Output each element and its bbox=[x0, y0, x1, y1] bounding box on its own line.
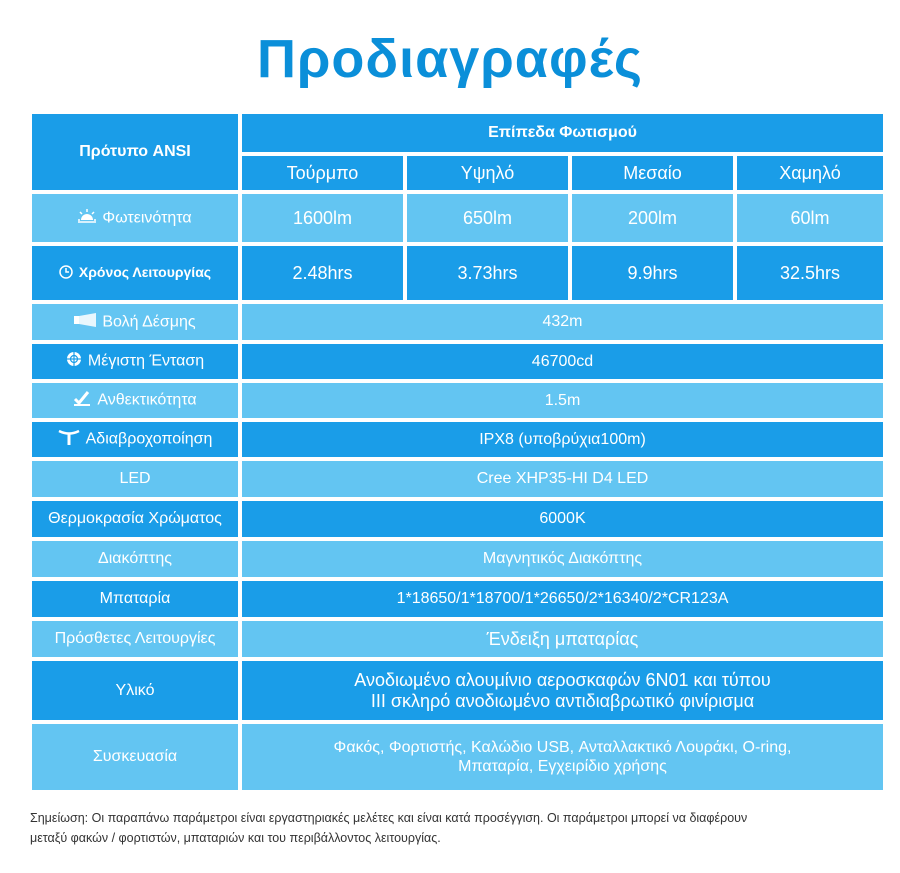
intensity-label: Μέγιστη Ένταση bbox=[32, 344, 238, 379]
page-title: Προδιαγραφές bbox=[256, 29, 644, 89]
intensity-icon bbox=[66, 351, 82, 372]
runtime-high: 3.73hrs bbox=[407, 246, 568, 300]
brightness-turbo: 1600lm bbox=[242, 194, 403, 242]
sun-icon bbox=[78, 209, 96, 228]
level-high: Υψηλό bbox=[407, 156, 568, 190]
impact-label: Ανθεκτικότητα bbox=[32, 383, 238, 418]
beam-icon bbox=[74, 313, 96, 332]
material-label: Υλικό bbox=[32, 661, 238, 720]
spec-table bbox=[28, 110, 887, 794]
brightness-high: 650lm bbox=[407, 194, 568, 242]
color-temp-value: 6000K bbox=[242, 501, 883, 537]
levels-header: Επίπεδα Φωτισμού bbox=[242, 114, 883, 152]
impact-icon bbox=[73, 390, 91, 411]
level-medium: Μεσαίο bbox=[572, 156, 733, 190]
extra-functions-label: Πρόσθετες Λειτουργίες bbox=[32, 621, 238, 657]
battery-value: 1*18650/1*18700/1*26650/2*16340/2*CR123A bbox=[242, 581, 883, 617]
level-turbo: Τούρμπο bbox=[242, 156, 403, 190]
impact-value: 1.5m bbox=[242, 383, 883, 418]
runtime-medium: 9.9hrs bbox=[572, 246, 733, 300]
switch-value: Μαγνητικός Διακόπτης bbox=[242, 541, 883, 577]
brightness-medium: 200lm bbox=[572, 194, 733, 242]
color-temp-label: Θερμοκρασία Χρώματος bbox=[32, 501, 238, 537]
beam-label: Βολή Δέσμης bbox=[32, 304, 238, 340]
waterproof-label: Αδιαβροχοποίηση bbox=[32, 422, 238, 457]
led-value: Cree XHP35-HI D4 LED bbox=[242, 461, 883, 497]
runtime-turbo: 2.48hrs bbox=[242, 246, 403, 300]
level-low: Χαμηλό bbox=[737, 156, 883, 190]
runtime-low: 32.5hrs bbox=[737, 246, 883, 300]
switch-label: Διακόπτης bbox=[32, 541, 238, 577]
brightness-label: Φωτεινότητα bbox=[32, 194, 238, 242]
runtime-label: Χρόνος Λειτουργίας bbox=[32, 246, 238, 300]
waterproof-value: IPX8 (υποβρύχια100m) bbox=[242, 422, 883, 457]
material-value: Ανοδιωμένο αλουμίνιο αεροσκαφών 6N01 και τύπου III σκληρό ανοδιωμένο αντιδιαβρωτικό φινίρισμα bbox=[242, 661, 883, 720]
brightness-low: 60lm bbox=[737, 194, 883, 242]
intensity-value: 46700cd bbox=[242, 344, 883, 379]
battery-label: Μπαταρία bbox=[32, 581, 238, 617]
package-value: Φακός, Φορτιστής, Καλώδιο USB, Ανταλλακτικό Λουράκι, O-ring, Μπαταρία, Εγχειρίδιο χρήσης bbox=[242, 724, 883, 790]
standard-header: Πρότυπο ANSI bbox=[32, 114, 238, 190]
led-label: LED bbox=[32, 461, 238, 497]
footnote: Σημείωση: Οι παραπάνω παράμετροι είναι εργαστηριακές μελέτες και είναι κατά προσέγγιση. Οι παράμετροι μπορεί να διαφέρουν μεταξύ φακών / φορτιστών, μπαταριών και του περιβάλλοντος λειτουργίας. bbox=[30, 811, 748, 845]
clock-icon bbox=[59, 265, 73, 282]
extra-functions-value: Ένδειξη μπαταρίας bbox=[242, 621, 883, 657]
beam-value: 432m bbox=[242, 304, 883, 340]
package-label: Συσκευασία bbox=[32, 724, 238, 790]
waterproof-icon bbox=[58, 429, 80, 450]
